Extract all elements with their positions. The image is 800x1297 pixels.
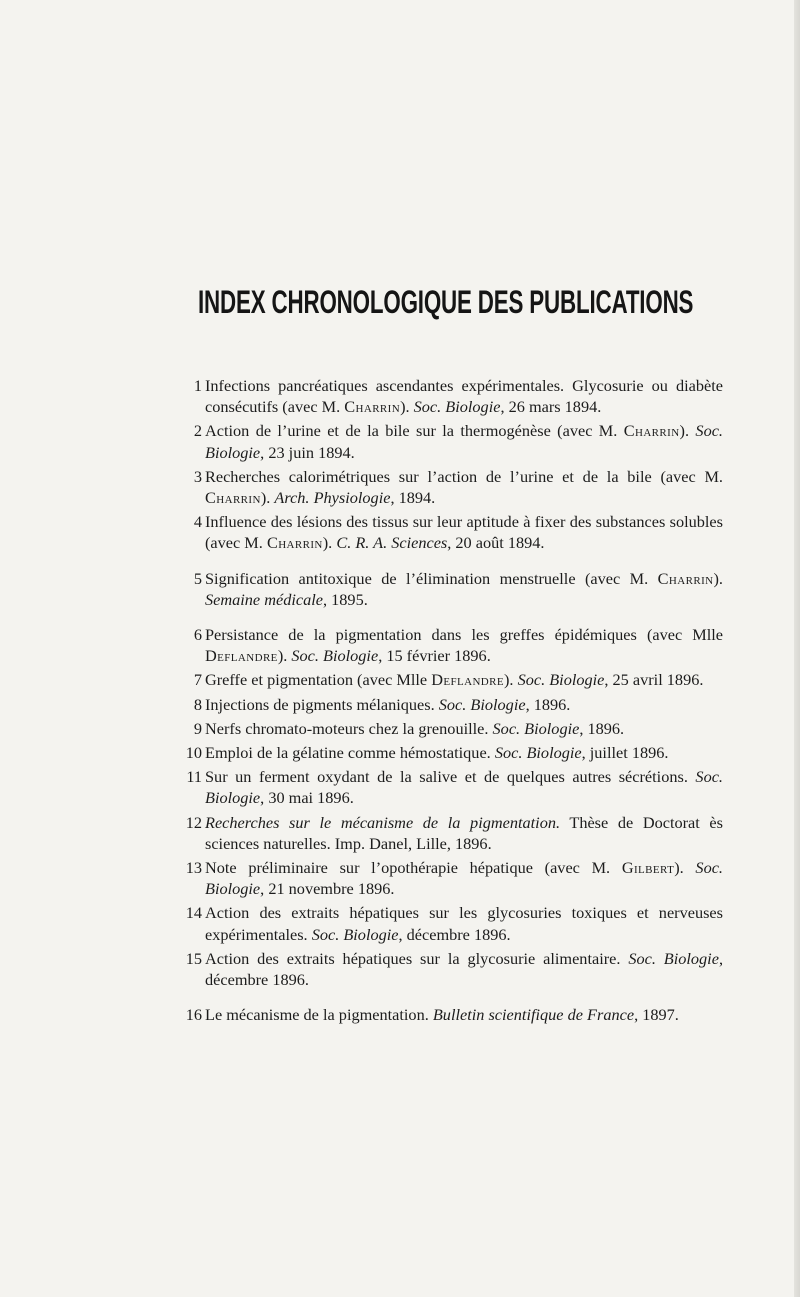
publication-entry [180, 742, 725, 763]
entry-text-segment: ). [277, 646, 292, 666]
entry-text-segment: , 26 mars 1894. [500, 397, 602, 417]
journal-title: Soc. Biologie [517, 670, 605, 690]
journal-title: Soc. Biologie [628, 948, 719, 968]
publication-entry [180, 948, 725, 990]
publication-entry [180, 902, 725, 944]
entry-text [205, 512, 723, 552]
entry-text [205, 467, 723, 507]
entry-number: 14 [185, 903, 202, 923]
page-title: INDEX CHRONOLOGIQUE DES PUBLICATIONS [198, 283, 694, 321]
entry-number: 9 [193, 718, 202, 738]
entry-number: 6 [193, 625, 202, 645]
entry-text-segment: Note préliminaire sur l’opothérapie hépatique (avec M. [205, 858, 622, 878]
entry-number: 1 [193, 376, 202, 395]
entry-text-segment: , 1897. [634, 1005, 679, 1025]
entry-text-segment: Action de l’urine et de la bile sur la thermogénèse (avec M. [205, 421, 624, 441]
entry-text-segment: , 25 avril 1896. [604, 670, 704, 690]
entry-text-segment: Infections pancréatiques ascendantes expérimentales. Glycosurie ou diabète consécutifs (avec M. [205, 376, 723, 417]
journal-title: Soc. Biologie [205, 421, 723, 462]
publication-entry [180, 857, 725, 899]
entry-text-segment: , décembre 1896. [205, 948, 724, 990]
publication-entry [180, 812, 725, 854]
author-name: Charrin [623, 421, 680, 441]
author-name: Deflandre [205, 646, 278, 666]
entry-text-segment: , 1894. [390, 488, 436, 508]
entry-text-segment: Recherches calorimétriques sur l’action de l’urine et de la bile (avec M. [205, 466, 723, 486]
entry-text [205, 949, 723, 989]
entry-text [205, 625, 723, 665]
entry-text-segment: Thèse de Doctorat ès sciences naturelles. Imp. Danel, Lille, 1896. [205, 812, 723, 853]
author-name: Deflandre [431, 670, 505, 690]
entry-text [205, 743, 668, 762]
entry-text-segment: Le mécanisme de la pigmentation. [205, 1005, 433, 1025]
entry-text [205, 1005, 679, 1024]
publication-entry [180, 1004, 725, 1025]
entry-text-segment: , 1896. [525, 694, 571, 714]
entry-text [205, 813, 723, 853]
entry-text-segment: Nerfs chromato-moteurs chez la grenouille. [205, 718, 493, 738]
entry-text-segment: Injections de pigments mélaniques. [205, 694, 439, 714]
entry-text [205, 421, 723, 461]
entry-number: 16 [185, 1005, 202, 1025]
publication-entry [180, 420, 725, 462]
author-name: Charrin [657, 568, 714, 588]
publication-list [180, 375, 725, 1028]
journal-title: Soc. Biologie [413, 397, 501, 417]
entry-text-segment: , 21 novembre 1896. [260, 879, 395, 899]
entry-text [205, 569, 723, 609]
entry-number: 11 [186, 767, 202, 787]
entry-number: 2 [193, 421, 202, 441]
entry-text-segment: Sur un ferment oxydant de la salive et de quelques autres sécrétions. [205, 767, 696, 787]
publication-entry [180, 669, 725, 690]
entry-text [205, 376, 723, 416]
journal-title: Soc. Biologie [291, 646, 379, 666]
journal-title: Recherches sur le mécanisme de la pigmentation. [205, 812, 561, 832]
entry-text-segment: ). [674, 858, 696, 878]
journal-title: Soc. Biologie [494, 743, 582, 763]
entry-text-segment: ). [504, 670, 518, 690]
entry-text-segment: ). [260, 488, 275, 508]
entry-text-segment: Greffe et pigmentation (avec Mlle [205, 670, 432, 690]
entry-text-segment: Emploi de la gélatine comme hémostatique. [205, 743, 495, 763]
publication-entry [180, 511, 725, 553]
entry-text [205, 858, 723, 898]
entry-text-segment: Action des extraits hépatiques sur la glycosurie alimentaire. [205, 948, 629, 968]
author-name: Charrin [266, 533, 323, 553]
author-name: Charrin [205, 488, 261, 508]
entry-text-segment: , juillet 1896. [581, 743, 669, 763]
journal-title: Soc. Biologie [438, 694, 526, 714]
journal-title: Soc. Biologie [205, 858, 723, 899]
entry-text-segment: , 15 février 1896. [378, 646, 491, 666]
entry-number: 3 [193, 466, 202, 486]
entry-text-segment: Signification antitoxique de l’élimination menstruelle (avec M. [205, 568, 658, 588]
publication-entry [180, 766, 725, 808]
journal-title: Arch. Physiologie [274, 488, 391, 508]
entry-text-segment: ). [679, 421, 696, 441]
entry-text-segment: Persistance de la pigmentation dans les greffes épidémiques (avec Mlle [205, 625, 723, 645]
entry-text [205, 903, 723, 943]
publication-entry [180, 375, 725, 417]
entry-text [205, 670, 703, 689]
entry-text-segment: , 20 août 1894. [447, 533, 545, 553]
journal-title: Soc. Biologie [311, 924, 399, 944]
entry-text-segment: Action des extraits hépatiques sur les glycosuries toxiques et nerveuses expérimentales. [205, 903, 723, 944]
entry-text-segment: , 23 juin 1894. [260, 442, 355, 462]
entry-number: 5 [193, 568, 202, 588]
entry-text-segment: ). [400, 397, 414, 417]
entry-text [205, 695, 570, 714]
entry-number: 7 [193, 670, 202, 690]
entry-text-segment: , 1896. [579, 718, 625, 738]
entry-number: 13 [185, 858, 202, 878]
entry-number: 4 [193, 512, 202, 532]
entry-text-segment: , 1895. [323, 589, 368, 609]
journal-title: Soc. Biologie [492, 718, 580, 738]
entry-number: 10 [185, 743, 202, 763]
journal-title: Soc. Biologie [205, 767, 723, 808]
entry-text-segment: ). [322, 533, 337, 553]
entry-number: 12 [185, 812, 202, 832]
author-name: Gilbert [621, 858, 675, 878]
author-name: Charrin [344, 397, 401, 417]
publication-entry [180, 568, 725, 610]
entry-text-segment: ). [713, 568, 723, 588]
publication-entry [180, 694, 725, 715]
journal-title: C. R. A. Sciences [336, 533, 448, 553]
publication-entry [180, 624, 725, 666]
entry-text-segment: Influence des lésions des tissus sur leur aptitude à fixer des substances solubles (avec M. [205, 512, 723, 553]
journal-title: Semaine médicale [205, 589, 323, 609]
publication-entry [180, 466, 725, 508]
entry-number: 15 [185, 948, 202, 968]
entry-text [205, 767, 723, 807]
publication-entry [180, 718, 725, 739]
entry-text-segment: , 30 mai 1896. [260, 788, 354, 808]
journal-title: Bulletin scientifique de France [432, 1005, 635, 1025]
entry-text-segment: , décembre 1896. [398, 924, 511, 944]
page-edge [794, 0, 800, 1297]
entry-text [205, 719, 624, 738]
entry-number: 8 [193, 694, 202, 714]
